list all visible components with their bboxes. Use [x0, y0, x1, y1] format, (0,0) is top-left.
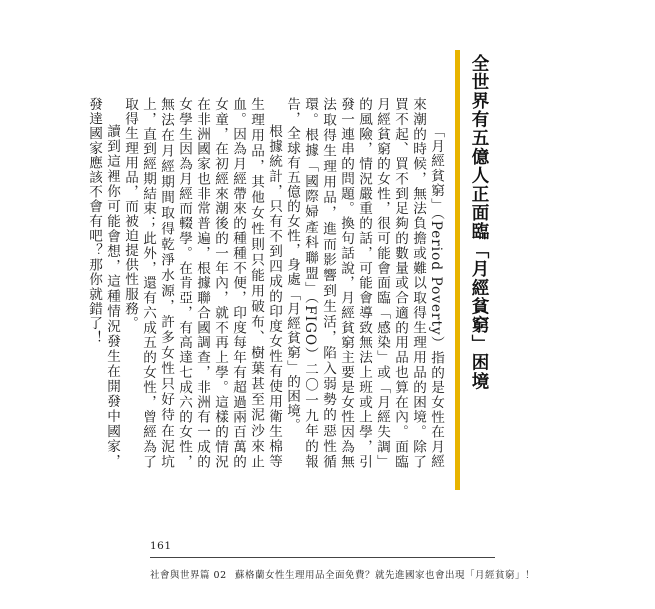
section-heading: [455, 50, 515, 490]
heading-accent-bar: [455, 50, 460, 490]
paragraph: 「月經貧窮」（Period Poverty）指的是女性在月經來潮的時候，無法負擔或難以取得生理用品的困境。除了買不起、買不到足夠的數量或合適的用品也算在內。面臨月經貧窮的女性，很可能會面臨「感染」或「月經失調」的風險，情況嚴重的話，可能會導致無法上班或上學，引發一連串的問題。換句話說，月經貧窮主要是女性因為無法取得生理用品，進而影響到生活，陷入弱勢的惡性循環。根據「國際婦產科聯盟」（FIGO）二〇一九年的報告，全球有五億的女性，身處「月經貧窮」的困境。: [284, 97, 444, 469]
footer-series-label: 社會與世界篇 02: [150, 570, 227, 581]
paragraph: 根據統計，只有不到四成的印度女性有使用衛生棉等生理用品，其他女性則只能用破布、樹葉甚至泥沙來止血。因為月經帶來的種種不便，印度每年有超過兩百萬的女童，在初經來潮後的一年內，就不再上學。這樣的情況在非洲國家也非常普遍，根據聯合國調查，非洲有一成的女學生因為月經而輟學。在肯亞，有高達七成六的女性，無法在月經期間取得乾淨水源，許多女性只好待在泥坑上，直到經期結束；此外，還有六成五的女性，曾經為了取得生理用品，而被迫提供性服務。: [122, 97, 282, 469]
section-heading-title: 全世界有五億人正面臨「月經貧窮」困境: [469, 54, 489, 391]
page-number: 161: [150, 540, 172, 552]
footer-divider: [150, 557, 495, 558]
paragraph: 讀到這裡你可能會想，這種情況發生在開發中國家，發達國家應該不會有吧？那你就錯了！: [86, 97, 120, 469]
footer-chapter-title: 蘇格蘭女性生理用品全面免費？就先進國家也會出現「月經貧窮」！: [235, 570, 536, 581]
body-text: [86, 97, 445, 469]
